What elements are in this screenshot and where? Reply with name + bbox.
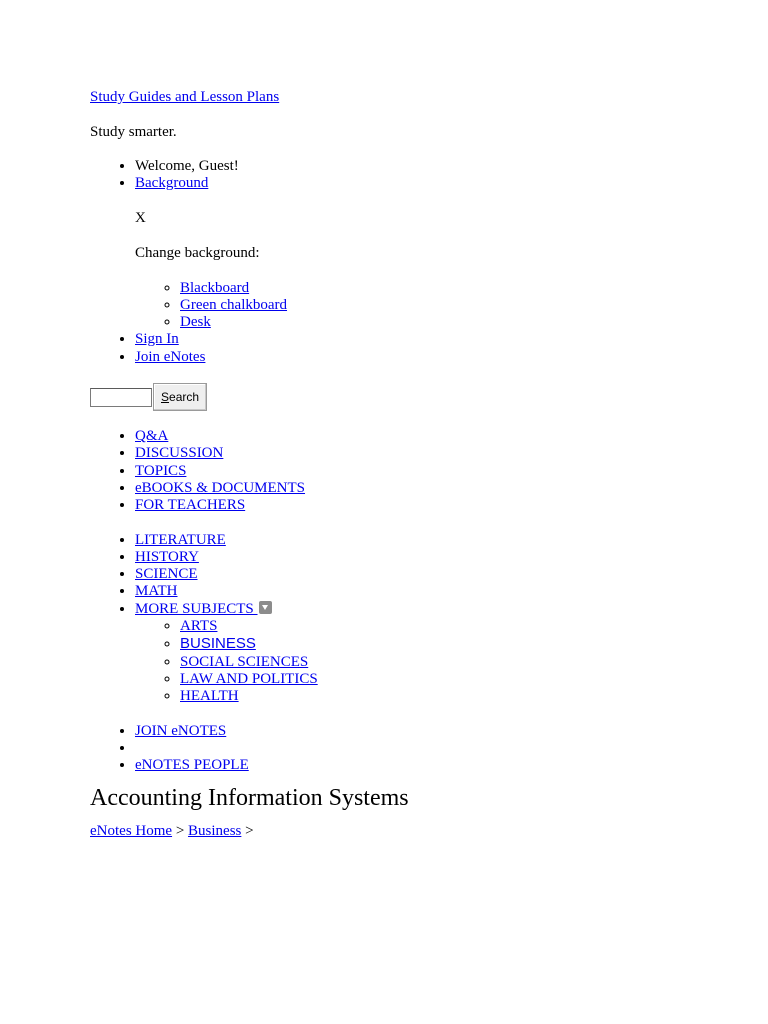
user-menu <box>90 158 730 366</box>
breadcrumb-home-link[interactable]: eNotes Home <box>90 823 173 840</box>
background-option <box>180 314 730 331</box>
breadcrumb-separator: > <box>245 823 254 840</box>
top-nav-item <box>135 497 730 514</box>
subject-literature[interactable]: LITERATURE <box>135 531 226 548</box>
background-label: Change background: <box>135 244 260 261</box>
welcome-message: • Welcome, Guest! <box>135 158 730 175</box>
search-button-label: earch <box>169 390 200 405</box>
site-home-link[interactable]: Study Guides and Lesson Plans <box>90 89 280 105</box>
search-form <box>90 383 730 411</box>
background-panel <box>135 210 730 332</box>
background-link[interactable]: Background <box>135 175 209 192</box>
more-subject-item <box>180 635 730 653</box>
join-enotes-nav-link[interactable]: JOIN eNOTES <box>135 722 227 739</box>
top-nav-for-teachers[interactable]: FOR TEACHERS <box>135 497 246 514</box>
subject-nav <box>90 532 730 706</box>
sign-in-link[interactable]: Sign In <box>135 331 179 348</box>
background-option <box>180 297 730 314</box>
subject-business[interactable]: BUSINESS <box>180 635 256 653</box>
subject-nav-item <box>135 549 730 566</box>
subject-health[interactable]: HEALTH <box>180 688 239 705</box>
breadcrumb <box>90 823 730 840</box>
enotes-people-link[interactable]: eNOTES PEOPLE <box>135 756 249 773</box>
top-nav-item <box>135 428 730 445</box>
top-nav <box>90 428 730 514</box>
join-item <box>135 349 730 366</box>
background-option <box>180 280 730 297</box>
more-subject-item <box>180 618 730 635</box>
subject-social-sciences[interactable]: SOCIAL SCIENCES <box>180 653 309 670</box>
background-option-desk[interactable]: Desk <box>180 314 211 331</box>
join-nav-empty-item <box>135 740 730 757</box>
join-nav-item <box>135 757 730 774</box>
subject-arts[interactable]: ARTS <box>180 618 218 635</box>
more-subjects-list <box>135 618 730 705</box>
subject-nav-item <box>135 583 730 600</box>
subject-nav-more <box>135 601 730 706</box>
top-nav-item <box>135 480 730 497</box>
sign-in-item <box>135 331 730 348</box>
join-nav-item <box>135 723 730 740</box>
background-option-blackboard[interactable]: Blackboard <box>180 279 250 296</box>
background-menu-item <box>135 175 730 331</box>
top-nav-ebooks[interactable]: eBOOKS & DOCUMENTS <box>135 479 306 496</box>
subject-math[interactable]: MATH <box>135 583 178 600</box>
top-nav-item <box>135 463 730 480</box>
content-wrap <box>90 89 730 840</box>
join-nav <box>90 723 730 775</box>
search-button-accesskey: S <box>161 390 170 405</box>
search-button[interactable] <box>153 383 207 411</box>
subject-science[interactable]: SCIENCE <box>135 566 198 583</box>
top-nav-qa[interactable]: Q&A <box>135 428 169 445</box>
more-subject-item <box>180 654 730 671</box>
background-options <box>135 280 730 332</box>
top-nav-discussion[interactable]: DISCUSSION <box>135 445 224 462</box>
subject-nav-item <box>135 566 730 583</box>
more-subjects-link[interactable]: MORE SUBJECTS <box>135 600 258 617</box>
background-close-button[interactable]: X <box>135 209 146 226</box>
background-option-green-chalkboard[interactable]: Green chalkboard <box>180 296 288 313</box>
site-tagline: Study smarter. <box>90 124 177 140</box>
more-subject-item <box>180 688 730 705</box>
page-title: Accounting Information Systems <box>90 785 409 812</box>
breadcrumb-business-link[interactable]: Business <box>188 823 242 840</box>
subject-law-and-politics[interactable]: LAW AND POLITICS <box>180 670 318 687</box>
dropdown-arrow-icon[interactable] <box>259 601 272 614</box>
subject-nav-item <box>135 532 730 549</box>
subject-history[interactable]: HISTORY <box>135 548 199 565</box>
top-nav-item <box>135 445 730 462</box>
join-enotes-link[interactable]: Join eNotes <box>135 348 206 365</box>
search-input[interactable] <box>90 388 152 407</box>
top-nav-topics[interactable]: TOPICS <box>135 462 187 479</box>
site-header <box>90 89 730 106</box>
breadcrumb-separator: > <box>175 823 185 840</box>
more-subject-item <box>180 671 730 688</box>
